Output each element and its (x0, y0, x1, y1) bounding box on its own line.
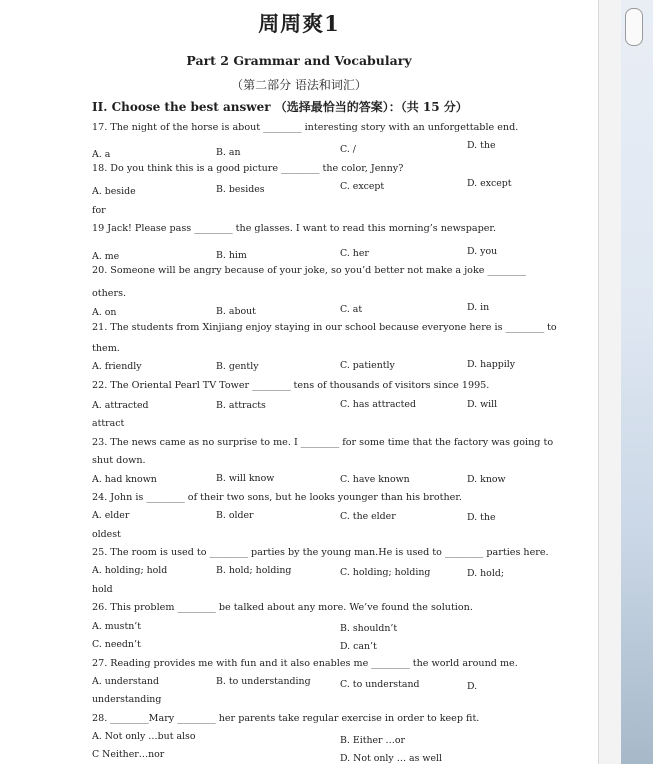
option-b: B. Either …or (340, 735, 406, 746)
option-wrap: hold (92, 584, 113, 595)
option-a: A. attracted (92, 400, 149, 411)
option-d: D. Not only … as well (340, 753, 442, 764)
option-a: A. on (92, 307, 117, 318)
option-d: D. hold; (467, 568, 504, 579)
question-25-stem: 25. The room is used to ________ parties by the young man.He is used to ________ parties here. (92, 547, 549, 558)
question-24-stem: 24. John is ________ of their two sons, but he looks younger than his brother. (92, 492, 462, 503)
option-b: B. an (216, 147, 241, 158)
option-wrap: oldest (92, 529, 121, 540)
option-b: B. gently (216, 361, 259, 372)
question-20-stem-cont: others. (92, 288, 127, 299)
question-23-stem-cont: shut down. (92, 455, 146, 466)
section-heading: II. Choose the best answer （选择最恰当的答案）：（共 15 分） (92, 100, 468, 114)
question-28-stem: 28. ________Mary ________ her parents take regular exercise in order to keep fit. (92, 713, 480, 724)
option-wrap: understanding (92, 694, 162, 705)
option-b: B. shouldn’t (340, 623, 398, 634)
option-d: D. in (467, 302, 490, 313)
option-a: A. holding; hold (92, 565, 168, 576)
option-c: C. patiently (340, 360, 395, 371)
option-c: C. her (340, 248, 369, 259)
option-d: D. will (467, 399, 498, 410)
question-23-stem: 23. The news came as no surprise to me. I ________ for some time that the factory was going to (92, 437, 554, 448)
option-d: D. can’t (340, 641, 377, 652)
option-b: B. about (216, 306, 256, 317)
question-22-stem: 22. The Oriental Pearl TV Tower ________ tens of thousands of visitors since 1995. (92, 380, 490, 391)
option-b: B. him (216, 250, 247, 261)
option-d: D. happily (467, 359, 516, 370)
option-wrap: attract (92, 418, 125, 429)
part-heading-cn: （第二部分 语法和词汇） (231, 78, 367, 92)
option-a: A. Not only …but also (92, 731, 196, 742)
option-b: B. will know (216, 473, 275, 484)
option-d: D. except (467, 178, 512, 189)
option-a: A. mustn’t (92, 621, 142, 632)
option-d: D. you (467, 246, 498, 257)
option-c: C. has attracted (340, 399, 416, 410)
option-b: B. hold; holding (216, 565, 292, 576)
part-heading: Part 2 Grammar and Vocabulary (186, 53, 412, 68)
question-26-stem: 26. This problem ________ be talked about any more. We’ve found the solution. (92, 602, 473, 613)
option-b: B. besides (216, 184, 265, 195)
question-21-stem: 21. The students from Xinjiang enjoy staying in our school because everyone here is ________ to (92, 322, 557, 333)
option-c: C Neither…nor (92, 749, 165, 760)
option-b: B. to understanding (216, 676, 311, 687)
scrollbar-gutter[interactable] (598, 0, 621, 764)
scrollbar-thumb[interactable] (625, 8, 643, 46)
question-17-stem: 17. The night of the horse is about ________ interesting story with an unforgettable end. (92, 122, 519, 133)
option-c: C. have known (340, 474, 410, 485)
question-19-stem: 19 Jack! Please pass ________ the glasses. I want to read this morning’s newspaper. (92, 223, 496, 234)
option-c: C. the elder (340, 511, 396, 522)
option-b: B. older (216, 510, 254, 521)
option-c: C. needn’t (92, 639, 141, 650)
option-a: A. beside (92, 186, 136, 197)
question-18-stem: 18. Do you think this is a good picture ________ the color, Jenny? (92, 163, 404, 174)
question-21-stem-cont: them. (92, 343, 120, 354)
option-a: A. understand (92, 676, 160, 687)
right-panel-edge (598, 0, 653, 764)
option-c: C. except (340, 181, 385, 192)
option-c: C. holding; holding (340, 567, 431, 578)
option-b: B. attracts (216, 400, 266, 411)
page-title: 周周爽1 (258, 11, 340, 36)
option-d: D. (467, 681, 478, 692)
question-27-stem: 27. Reading provides me with fun and it also enables me ________ the world around me. (92, 658, 518, 669)
option-a: A. a (92, 149, 111, 160)
option-a: A. had known (92, 474, 157, 485)
option-a: A. friendly (92, 361, 142, 372)
option-c: C. / (340, 144, 356, 155)
question-20-stem: 20. Someone will be angry because of your joke, so you’d better not make a joke ________ (92, 265, 526, 276)
option-d: D. the (467, 512, 496, 523)
option-a: A. me (92, 251, 120, 262)
option-a: A. elder (92, 510, 130, 521)
option-d: D. know (467, 474, 506, 485)
option-d: D. the (467, 140, 496, 151)
option-wrap: for (92, 205, 106, 216)
option-c: C. to understand (340, 679, 420, 690)
option-c: C. at (340, 304, 363, 315)
